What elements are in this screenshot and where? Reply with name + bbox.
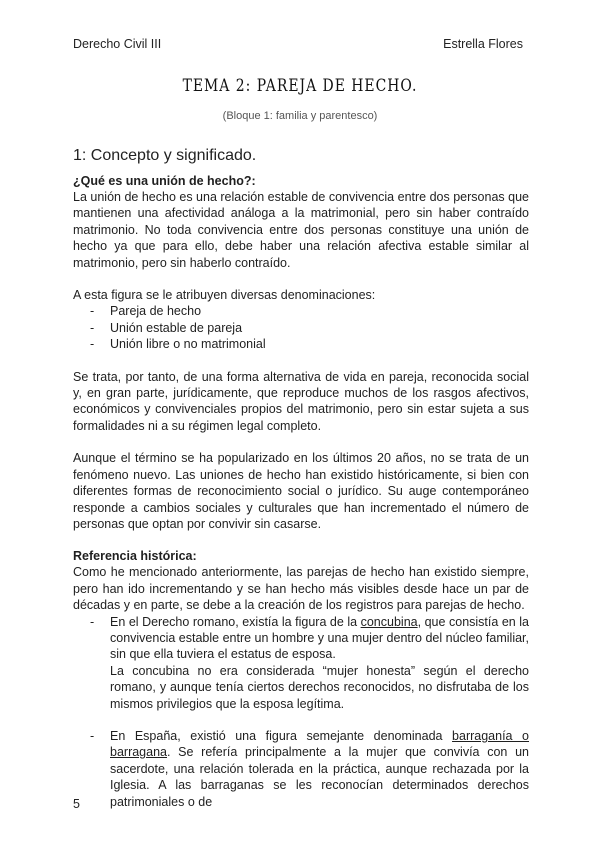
history-list [73, 614, 529, 810]
main-content [73, 146, 529, 810]
page-subtitle: (Bloque 1: familia y parentesco) [222, 110, 378, 122]
item-text: , que consistía en la convivencia estable entre un hombre y una mujer dentro del núcleo familiar, sin que ella tuviera el estatus de esposa. [110, 614, 529, 662]
term-concubina: concubina [360, 614, 418, 629]
item-text: En España, existió una figura semejante denominada [110, 728, 453, 743]
item-continuation: La concubina no era considerada “mujer honesta” según el derecho romano, y aunque tenía ciertos derechos reconocidos, no disfrutaba de los mismos privilegios que la esposa legítima. [110, 663, 529, 711]
paragraph-reference: Como he mencionado anteriormente, las parejas de hecho han existido siempre, pero han ido incrementando y se han hecho más visibles desde hace un par de décadas y en parte, se debe a la creación de los registros para parejas de hecho. [73, 565, 529, 613]
reference-heading: Referencia histórica: [73, 549, 197, 564]
paragraph-definition: La unión de hecho es una relación estable de convivencia entre dos personas que mantienen una afectividad análoga a la matrimonial, pero sin haber contraído matrimonio. No toda convivencia entre dos personas constituye una unión de hecho ya que para ello, debe haber una relación afectiva estable similar al matrimonio, pero sin haberlo contraído. [73, 190, 529, 270]
list-item-text: Unión estable de pareja [110, 320, 243, 335]
list-item: - Unión estable de pareja [90, 320, 243, 335]
page-number: 5 [73, 797, 80, 811]
paragraph-alternative: Se trata, por tanto, de una forma alternativa de vida en pareja, reconocida social y, en gran parte, jurídicamente, que reproduce muchos de los rasgos afectivos, económicos y convivenciales propios del matrimonio, pero sin estar sujeta a sus formalidades ni a su régimen legal completo. [73, 369, 529, 433]
paragraph-history-intro: Aunque el término se ha popularizado en los últimos 20 años, no se trata de un fenómeno nuevo. Las uniones de hecho han existido históricamente, si bien con diferentes formas de reconocimiento social o jurídico. Su auge contemporáneo responde a cambios sociales y culturales que han incrementado el número de personas que optan por convivir sin casarse. [73, 451, 529, 531]
header-course: Derecho Civil III [73, 37, 162, 51]
item-text: En el Derecho romano, existía la figura de la [110, 614, 361, 629]
item-text: . Se refería principalmente a la mujer que convivía con un sacerdote, una relación tolerada en la práctica, aunque rechazada por la Iglesia. A las barraganas se les reconocían determinados derechos patrimoniales o de [110, 745, 529, 809]
paragraph-names-intro: A esta figura se le atribuyen diversas denominaciones: [73, 288, 376, 303]
page-title: TEMA 2: PAREJA DE HECHO. [182, 76, 418, 96]
list-item: - Unión libre o no matrimonial [90, 337, 266, 352]
list-item-text: Unión libre o no matrimonial [110, 337, 266, 352]
list-item: - En el Derecho romano, existía la figura de la concubina, que consistía en la convivencia estable entre un hombre y una mujer dentro del núcleo familiar, sin que ella tuviera el estatus de esposa. La concubina no era considerada “mujer honesta” según el derecho romano, y aunque tenía ciertos derechos reconocidos, no disfrutaba de los mismos privilegios que la esposa legítima. [90, 614, 529, 711]
header-author: Estrella Flores [443, 37, 523, 51]
list-item-text: Pareja de hecho [110, 304, 202, 319]
list-item: - En España, existió una figura semejante denominada barraganía o barragana. Se refería principalmente a la mujer que convivía con un sacerdote, una relación tolerada en la práctica, aunque rechazada por la Iglesia. A las barraganas se les reconocían determinados derechos patrimoniales o de [90, 728, 530, 809]
question-heading: ¿Qué es una unión de hecho?: [73, 174, 256, 188]
names-list [73, 303, 529, 352]
section-heading: 1: Concepto y significado. [73, 147, 257, 164]
list-item: - Pareja de hecho [90, 304, 202, 319]
term-barragania: barraganía o barragana [110, 728, 530, 760]
